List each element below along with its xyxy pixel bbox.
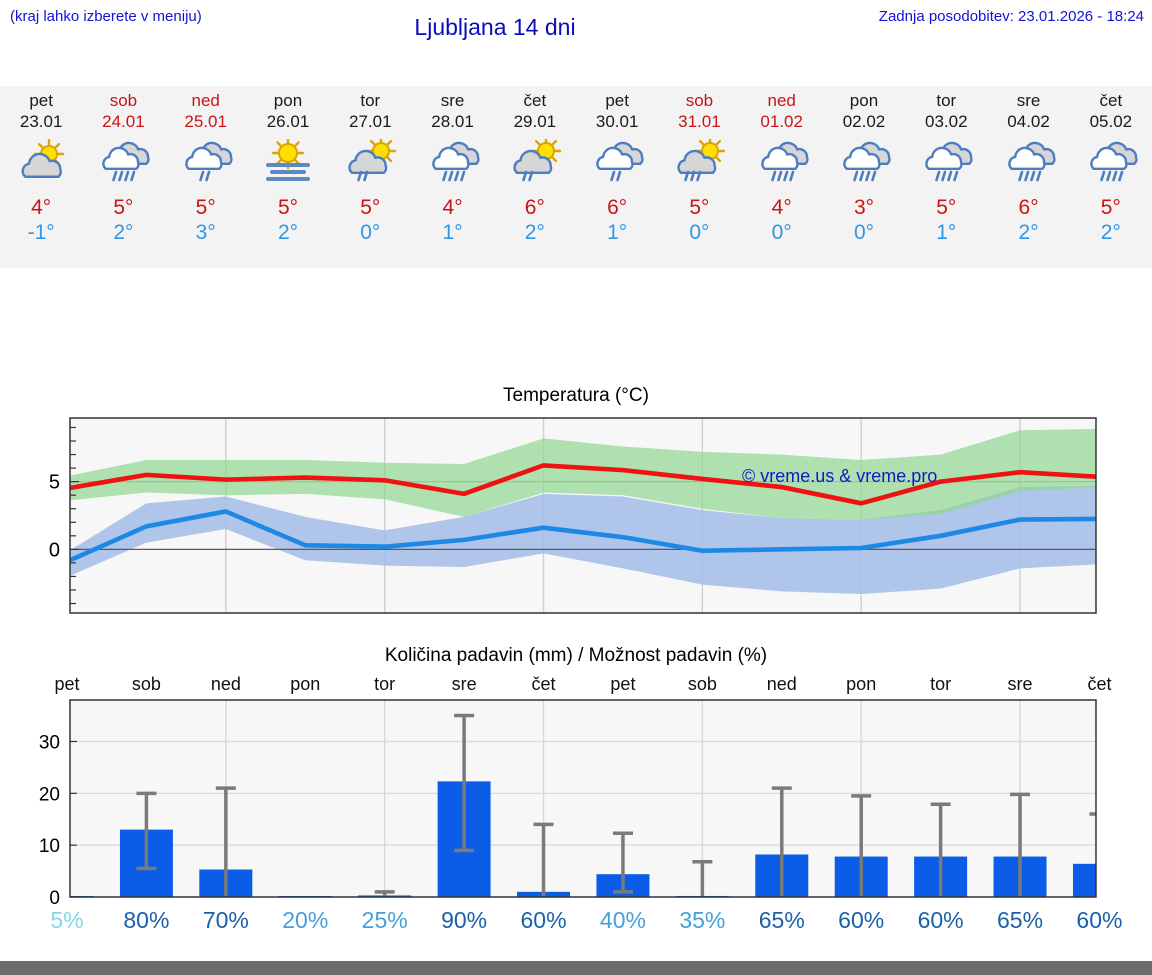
last-update-label: Zadnja posodobitev: 23.01.2026 - 18:24 <box>878 8 1144 25</box>
day-name: pon <box>273 91 303 110</box>
day-column-27.01 <box>329 86 411 268</box>
day-high-temp: 5° <box>277 196 299 219</box>
precip-day-label: sob <box>131 674 161 694</box>
day-column-01.02 <box>741 86 823 268</box>
rain4-icon <box>94 139 152 185</box>
day-name: tor <box>360 91 381 110</box>
day-date: 26.01 <box>266 112 310 131</box>
day-date: 05.02 <box>1089 112 1133 131</box>
precip-probability-label: 25% <box>361 907 408 933</box>
temp-ytick-label: 5 <box>48 471 60 494</box>
precip-day-label: pet <box>54 674 80 694</box>
day-column-31.01 <box>658 86 740 268</box>
precipitation-chart-title: Količina padavin (mm) / Možnost padavin (%) <box>384 645 768 666</box>
precip-day-label: čet <box>531 674 556 694</box>
day-high-temp: 4° <box>771 196 792 219</box>
precip-day-label: pon <box>846 674 877 694</box>
day-name: pet <box>29 91 53 110</box>
cloud-sun-icon <box>12 139 70 185</box>
day-date: 04.02 <box>1007 112 1050 131</box>
day-column-28.01 <box>411 86 493 268</box>
day-low-temp: 2° <box>524 221 545 244</box>
day-date: 24.01 <box>102 112 145 131</box>
precip-day-label: sob <box>687 674 717 694</box>
day-high-temp: 5° <box>113 196 134 219</box>
precip-probability-label: 60% <box>520 907 567 933</box>
day-low-temp: 3° <box>195 221 216 244</box>
precip-probability-label: 80% <box>123 907 170 933</box>
precip-day-label: sre <box>1007 674 1033 694</box>
precip-day-label: sre <box>451 674 477 694</box>
day-low-temp: 2° <box>1018 221 1039 244</box>
precip-probability-label: 5% <box>50 907 84 933</box>
temp-ytick-label: 0 <box>48 539 60 562</box>
day-name: čet <box>1099 91 1123 110</box>
day-date: 02.02 <box>842 112 886 131</box>
day-low-temp: 2° <box>1100 221 1121 244</box>
precip-day-label: ned <box>210 674 241 694</box>
day-date: 23.01 <box>19 112 63 131</box>
precip-ytick-label: 0 <box>49 888 60 909</box>
sun-rain2-icon <box>341 139 399 185</box>
day-low-temp: 0° <box>689 221 710 244</box>
page-title: Ljubljana 14 dni <box>414 14 576 40</box>
sun-rain2-icon <box>506 139 564 185</box>
precip-day-label: pon <box>290 674 321 694</box>
day-column-29.01 <box>494 86 576 268</box>
precip-day-label: pet <box>610 674 636 694</box>
precip-ytick-label: 30 <box>38 732 60 754</box>
precip-probability-label: 60% <box>917 907 964 933</box>
day-column-03.02 <box>905 86 987 268</box>
rain4-icon <box>835 139 893 185</box>
precip-probability-label: 20% <box>282 907 329 933</box>
day-high-temp: 5° <box>689 196 710 219</box>
day-date: 29.01 <box>513 112 557 131</box>
day-name: pon <box>849 91 879 110</box>
day-column-30.01 <box>576 86 658 268</box>
day-date: 27.01 <box>349 112 392 131</box>
rain4-icon <box>753 139 811 185</box>
day-low-temp: 2° <box>277 221 299 244</box>
rain4-icon <box>1000 139 1058 185</box>
forecast-strip <box>0 86 1152 268</box>
temperature-chart-title: Temperatura (°C) <box>503 385 649 406</box>
precip-probability-label: 40% <box>599 907 646 933</box>
rain2-icon <box>588 139 646 185</box>
day-high-temp: 5° <box>936 196 957 219</box>
day-column-02.02 <box>823 86 905 268</box>
footer-bar <box>0 961 1152 975</box>
precip-probability-label: 60% <box>838 907 885 933</box>
precip-day-label: ned <box>766 674 797 694</box>
rain4-icon <box>1082 139 1140 185</box>
day-low-temp: 1° <box>442 221 463 244</box>
day-column-25.01 <box>165 86 247 268</box>
day-name: ned <box>191 91 220 110</box>
day-name: pet <box>605 91 629 110</box>
fog-sun-icon <box>259 139 317 185</box>
day-column-24.01 <box>82 86 164 268</box>
day-column-26.01 <box>247 86 329 268</box>
watermark: © vreme.us & vreme.pro <box>742 466 938 486</box>
day-name: sob <box>685 91 714 110</box>
day-high-temp: 4° <box>442 196 463 219</box>
day-high-temp: 5° <box>1100 196 1121 219</box>
day-date: 28.01 <box>431 112 474 131</box>
day-date: 01.02 <box>760 112 803 131</box>
day-low-temp: 0° <box>771 221 792 244</box>
day-low-temp: 1° <box>607 221 628 244</box>
precip-ytick-label: 20 <box>38 784 60 806</box>
day-date: 03.02 <box>925 112 968 131</box>
day-low-temp: 1° <box>936 221 957 244</box>
day-high-temp: 3° <box>853 196 875 219</box>
day-low-temp: 0° <box>360 221 381 244</box>
day-name: sre <box>440 91 465 110</box>
day-date: 30.01 <box>595 112 639 131</box>
precip-probability-label: 65% <box>758 907 805 933</box>
day-column-23.01 <box>0 86 82 268</box>
precip-probability-label: 70% <box>202 907 249 933</box>
rain2-icon <box>177 139 235 185</box>
precip-probability-label: 65% <box>997 907 1044 933</box>
day-high-temp: 6° <box>1018 196 1039 219</box>
day-high-temp: 5° <box>195 196 216 219</box>
day-low-temp: -1° <box>27 221 55 244</box>
menu-hint-link[interactable]: (kraj lahko izberete v meniju) <box>10 8 202 25</box>
precip-day-label: tor <box>930 674 952 694</box>
day-date: 31.01 <box>678 112 721 131</box>
sun-rain3-icon <box>670 139 728 185</box>
day-low-temp: 0° <box>853 221 875 244</box>
day-column-05.02 <box>1070 86 1152 268</box>
day-low-temp: 2° <box>113 221 134 244</box>
day-high-temp: 6° <box>524 196 545 219</box>
temperature-chart <box>0 408 1152 620</box>
day-name: čet <box>523 91 547 110</box>
day-date: 25.01 <box>184 112 227 131</box>
precip-day-label: tor <box>374 674 396 694</box>
day-column-04.02 <box>987 86 1069 268</box>
precip-day-label: čet <box>1087 674 1112 694</box>
rain4-icon <box>424 139 482 185</box>
day-high-temp: 5° <box>360 196 381 219</box>
day-name: sob <box>109 91 138 110</box>
day-high-temp: 4° <box>31 196 52 219</box>
day-name: tor <box>936 91 957 110</box>
rain4-icon <box>917 139 975 185</box>
precip-probability-label: 90% <box>441 907 488 933</box>
day-name: sre <box>1016 91 1041 110</box>
precip-probability-label: 35% <box>679 907 726 933</box>
day-high-temp: 6° <box>607 196 628 219</box>
precip-bar <box>1073 864 1126 897</box>
precip-probability-label: 60% <box>1076 907 1123 933</box>
precip-ytick-label: 10 <box>38 836 60 858</box>
precipitation-chart <box>0 670 1152 940</box>
day-name: ned <box>767 91 796 110</box>
